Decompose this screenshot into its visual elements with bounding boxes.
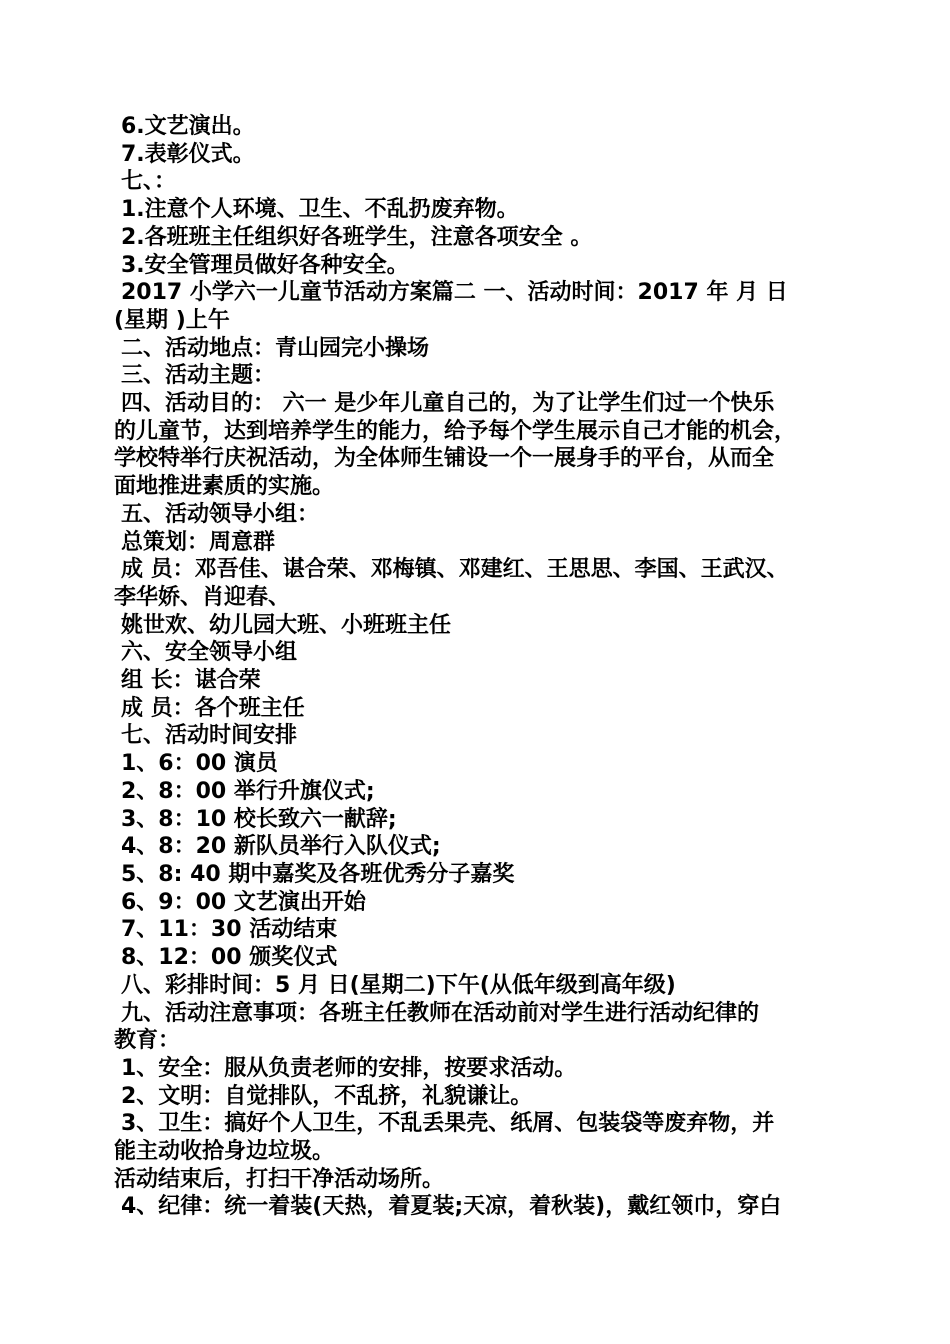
text-line: 2、8：00 举行升旗仪式; — [121, 778, 375, 804]
text-line: 成 员：邓吾佳、谌合荣、邓梅镇、邓建红、王思思、李国、王武汉、 — [121, 557, 789, 583]
text-line: 1、6：00 演员 — [121, 751, 278, 777]
text-line: 成 员：各个班主任 — [121, 695, 305, 721]
text-line: 7.表彰仪式。 — [121, 141, 255, 167]
text-line: 教育： — [114, 1028, 181, 1054]
text-line: 7、11：30 活动结束 — [121, 917, 338, 943]
text-line: 2017 小学六一儿童节活动方案篇二 一、活动时间：2017 年 月 日 — [121, 280, 788, 306]
text-line: 七、： — [121, 169, 177, 195]
document-page — [114, 113, 844, 1221]
text-line: 活动结束后，打扫干净活动场所。 — [114, 1166, 445, 1192]
text-line: 3、8：10 校长致六一献辞; — [121, 806, 397, 832]
text-line: 2.各班班主任组织好各班学生，注意各项安全 。 — [121, 224, 593, 250]
text-line: 1、安全：服从负责老师的安排，按要求活动。 — [121, 1055, 577, 1081]
text-line: 七、活动时间安排 — [121, 723, 298, 749]
text-line: 4、8：20 新队员举行入队仪式; — [121, 834, 441, 860]
text-line: 学校特举行庆祝活动，为全体师生铺设一个一展身手的平台，从而全 — [114, 446, 775, 472]
text-line: 的儿童节，达到培养学生的能力，给予每个学生展示自己才能的机会， — [114, 418, 797, 444]
text-line: 6、9：00 文艺演出开始 — [121, 889, 366, 915]
text-line: 九、活动注意事项：各班主任教师在活动前对学生进行活动纪律的 — [121, 1000, 760, 1026]
text-line: 总策划：周意群 — [121, 529, 276, 555]
text-line: 八、彩排时间：5 月 日(星期二)下午(从低年级到高年级) — [121, 972, 676, 998]
text-line: 4、纪律：统一着装(天热，着夏装;天凉，着秋装)，戴红领巾，穿白 — [121, 1194, 782, 1220]
text-line: 3、卫生：搞好个人卫生，不乱丢果壳、纸屑、包装袋等废弃物，并 — [121, 1111, 775, 1137]
text-line: 1.注意个人环境、卫生、不乱扔废弃物。 — [121, 197, 519, 223]
text-line: 二、活动地点：青山园完小操场 — [121, 335, 430, 361]
text-line: 8、12：00 颁奖仪式 — [121, 945, 338, 971]
text-line: 5、8: 40 期中嘉奖及各班优秀分子嘉奖 — [121, 861, 515, 887]
text-line: 组 长：谌合荣 — [121, 668, 261, 694]
text-line: 李华娇、肖迎春、 — [114, 584, 291, 610]
text-line: 五、活动领导小组： — [121, 501, 320, 527]
text-line: 三、活动主题： — [121, 363, 276, 389]
text-line: (星期 )上午 — [114, 307, 230, 333]
text-line: 3.安全管理员做好各种安全。 — [121, 252, 409, 278]
text-line: 四、活动目的： 六一 是少年儿童自己的，为了让学生们过一个快乐 — [121, 391, 775, 417]
text-line: 姚世欢、幼儿园大班、小班班主任 — [121, 612, 452, 638]
text-line: 6.文艺演出。 — [121, 114, 255, 139]
text-line: 2、文明：自觉排队，不乱挤，礼貌谦让。 — [121, 1083, 533, 1109]
text-line: 六、安全领导小组 — [121, 640, 298, 666]
text-line: 能主动收拾身边垃圾。 — [114, 1139, 335, 1165]
text-line: 面地推进素质的实施。 — [114, 474, 335, 500]
